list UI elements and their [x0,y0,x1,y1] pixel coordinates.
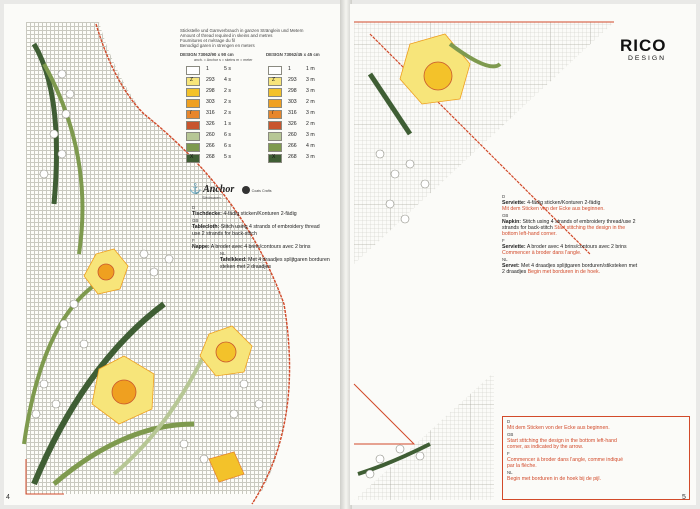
tablecloth-gb [192,224,320,231]
legend-amount-b: 3 m [306,110,315,116]
legend-swatch-a [186,99,200,108]
note-f: Commencer à broder dans l'angle, comme indiqué [507,457,624,463]
anchor-brand-name: Anchor [203,184,235,195]
coats-logo-icon [242,186,250,194]
legend-code-a: 298 [206,88,215,94]
legend-swatch-a [186,66,200,75]
legend-row [186,154,336,163]
legend-amount-b: 3 m [306,77,315,83]
tablecloth-f-head: Nappe: [192,244,210,250]
napkin-d-head: Serviette: [502,200,526,206]
note-lang-d: D [507,419,511,424]
tablecloth-gb-head: Tablecloth: [192,224,220,230]
tablecloth-nl-text: Met 4 draadjes splijtgaren borduren [248,257,330,263]
napkin-nl-text2: 2 draadjes [502,269,527,275]
legend-symbol-a: / [190,110,192,116]
legend-amount-b: 3 m [306,132,315,138]
tablecloth-nl-text2: steken met 2 draadjes [220,264,272,270]
legend-code-a: 316 [206,110,215,116]
legend-swatch-b [268,88,282,97]
legend-amount-a: 5 s [224,154,231,160]
legend-swatch-a [186,121,200,130]
rico-brand: RICO [620,36,667,55]
legend-code-a: 293 [206,77,215,83]
legend-code-b: 326 [288,121,297,127]
napkin-d-text: 4-fädig sticken/Konturen 2-fädig [527,200,601,206]
arrow-note-box [502,416,690,500]
lang-f-label: F [192,238,195,243]
legend-code-a: 268 [206,154,215,160]
note-f-2: par la flèche. [507,463,537,469]
napkin-gb-red: Start stitching the design in the [554,225,626,231]
legend-amount-b: 1 m [306,66,315,72]
legend-swatch-a [186,132,200,141]
left-page [4,4,342,505]
anchor-logo [189,184,272,195]
napkin-gb-red2: bottom left-hand corner. [502,231,557,237]
daffodil-bud [209,452,244,482]
legend-amount-a: 2 s [224,99,231,105]
napkin-gb-text2: strands for back-stitch [502,225,553,231]
rico-design-tagline: DESIGN [628,55,667,62]
legend-design-b: DESIGN 73062/45 x 45 cm [266,52,320,57]
anchor-sub-label: Stickwaren [202,196,221,200]
legend-row [186,121,336,130]
legend-symbol-b: / [272,110,274,116]
legend-code-b: 1 [288,66,291,72]
legend-amount-b: 2 m [306,99,315,105]
r-lang-gb: GB [502,213,509,218]
note-lang-gb: GB [507,432,514,437]
legend-code-b: 316 [288,110,297,116]
legend-col-hint: anch. = Anchor s = skeins m = meter [194,58,253,62]
legend-swatch-b [268,99,282,108]
legend-amount-a: 5 s [224,66,231,72]
legend-code-b: 268 [288,154,297,160]
legend-amount-b: 4 m [306,143,315,149]
napkin-nl-line2 [502,269,600,276]
legend-symbol-b: X [272,154,276,160]
legend-code-b: 266 [288,143,297,149]
legend-amount-b: 3 m [306,154,315,160]
legend-row [186,77,336,86]
napkin-gb-text: Stitch using 4 strands of embroidery thread/use 2 [522,219,636,225]
napkin-nl-red: Begin met borduren in de hoek. [527,269,601,275]
legend-row [186,132,336,141]
legend-symbol-a: X [190,154,194,160]
amount-header-line-3: Fournitures et métrage du fil [180,38,235,43]
legend-amount-a: 2 s [224,110,231,116]
legend-amount-b: 2 m [306,121,315,127]
legend-amount-a: 6 s [224,143,231,149]
note-d: Mit dem Sticken von der Ecke aus beginnen. [507,425,610,431]
legend-amount-a: 2 s [224,88,231,94]
note-lang-f: F [507,451,510,456]
r-lang-nl: NL [502,257,508,262]
legend-code-b: 260 [288,132,297,138]
amount-header-line-4: Benodigd garen in strengen en meters [180,43,255,48]
napkin-nl-head: Servet: [502,263,520,269]
coats-crafts-label: Coats Crafts [251,189,272,193]
legend-row [186,110,336,119]
legend-code-b: 293 [288,77,297,83]
legend-row [186,66,336,75]
legend-swatch-b [268,110,282,119]
legend-swatch-a [186,110,200,119]
legend-amount-b: 3 m [306,88,315,94]
note-gb: Start stitching the design in the bottom left-hand [507,438,617,444]
legend-symbol-a: Z [190,77,194,83]
napkin-nl-text: Met 4 draadjes splijtgaren borduren/stiksteken met [521,263,638,269]
legend-amount-a: 1 s [224,121,231,127]
legend-swatch-b [268,143,282,152]
legend-code-b: 298 [288,88,297,94]
legend-swatch-a [186,88,200,97]
note-lang-nl: NL [507,470,513,475]
tablecloth-nl [220,257,330,264]
legend-amount-a: 6 s [224,132,231,138]
napkin-f-text: A broder avec 4 brins/contours avec 2 brins [526,244,627,250]
napkin-f-red: Commencer à broder dans l'angle. [502,250,582,256]
tablecloth-nl-head: Tafelkleed: [220,257,247,263]
legend-amount-a: 4 s [224,77,231,83]
note-nl: Begin met borduren in de hoek bij de pijl. [507,476,602,482]
amount-header-line-2: Amount of thread required in skeins and metres [180,33,273,38]
legend-row [186,143,336,152]
legend-swatch-b [268,132,282,141]
legend-design-a: DESIGN 73062/90 x 90 cm [180,52,234,57]
legend-symbol-b: Z [272,77,276,83]
tablecloth-d-head: Tischdecke: [192,211,222,217]
tablecloth-d-text: 4-fädig sticken/Konturen 2-fädig [223,211,297,217]
lang-d-label: D [192,205,196,210]
napkin-gb-head: Napkin: [502,219,522,225]
tablecloth-f [192,244,311,251]
legend-swatch-b [268,66,282,75]
legend-swatch-a [186,143,200,152]
tablecloth-f-text: A broder avec 4 brins/contours avec 2 brins [210,244,311,250]
right-page [350,4,696,505]
tablecloth-gb-text2: use 2 strands for back-stitch [192,231,257,237]
legend-row [186,88,336,97]
legend-code-a: 260 [206,132,215,138]
lang-gb-label: GB [192,218,199,223]
amount-header-line-1: Stickstelle und Garnverbrauch in ganzen Stränglein und Metern [180,28,304,33]
tablecloth-gb-text: Stitch using 4 strands of embroidery thread [220,224,320,230]
legend-code-a: 266 [206,143,215,149]
r-lang-f: F [502,238,505,243]
legend-code-a: 303 [206,99,215,105]
legend-row [186,99,336,108]
legend-table [186,66,336,166]
r-lang-d: D [502,194,506,199]
legend-code-b: 303 [288,99,297,105]
daffodil-2 [200,326,252,376]
legend-code-a: 326 [206,121,215,127]
napkin-d-red: Mit dem Sticken von der Ecke aus beginnen. [502,206,605,212]
note-gb-2: corner, as indicated by the arrow. [507,444,584,450]
page-number-right: 5 [682,494,686,501]
lang-nl-label: NL [220,251,226,256]
napkin-f-head: Serviette: [502,244,526,250]
anchor-icon: ⚓ [189,184,202,195]
legend-code-a: 1 [206,66,209,72]
page-number-left: 4 [6,494,10,501]
legend-swatch-b [268,121,282,130]
tablecloth-d [192,211,297,218]
